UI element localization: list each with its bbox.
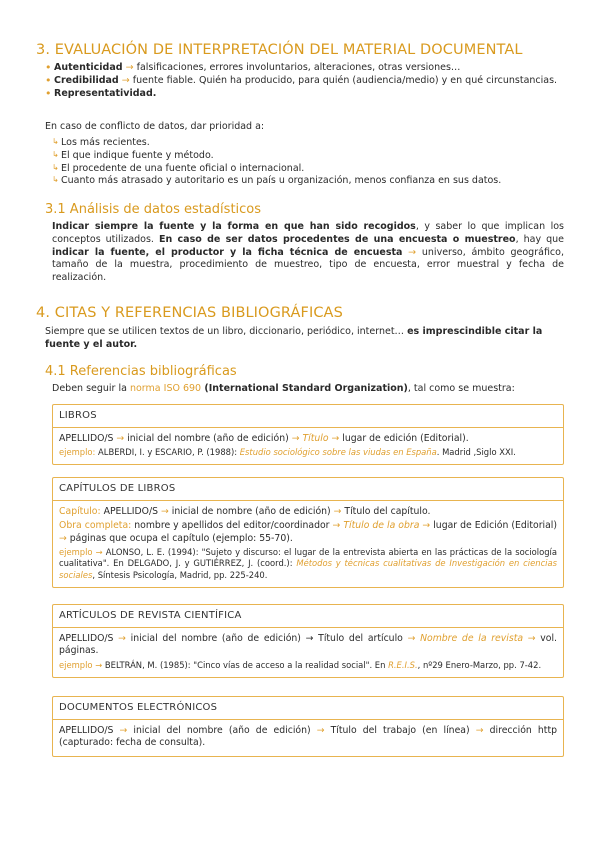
chapters-reference-box: [52, 477, 564, 588]
subsection-4-1-title: 4.1 Referencias bibliográficas: [45, 364, 237, 379]
reference-format: APELLIDO/S → inicial del nombre (año de edición) → Título del artículo → Nombre de la revista → vol. páginas.: [59, 632, 557, 657]
statistical-analysis-paragraph: Indicar siempre la fuente y la forma en que han sido recogidos, y saber lo que implican los conceptos utilizados. En caso de ser datos procedentes de una encuesta o muestreo, hay que indicar la fuente, el productor y la ficha técnica de encuesta → universo, ámbito geográfico, tamaño de la muestra, procedimiento de muestreo, tipo de encuesta, error muestral y fecha de realización.: [52, 221, 565, 284]
reference-example: ejemplo: ALBERDI, I. y ESCARIO, P. (1988): Estudio sociológico sobre las viudas en España. Madrid ,Siglo XXI.: [59, 447, 516, 458]
conflict-intro: En caso de conflicto de datos, dar prioridad a:: [45, 121, 265, 132]
criterion-authenticity: • Autenticidad → falsificaciones, errores involuntarios, alteraciones, otras versiones…: [45, 62, 565, 75]
criterion-credibility: • Credibilidad → fuente fiable. Quién ha producido, para quién (audiencia/medio) y en qué circunstancias.: [45, 75, 565, 88]
section-4-title: 4. CITAS Y REFERENCIAS BIBLIOGRÁFICAS: [36, 305, 343, 321]
subsection-3-1-title: 3.1 Análisis de datos estadísticos: [45, 202, 262, 217]
list-item: ↳ Los más recientes.: [52, 137, 568, 150]
list-item: ↳ Cuanto más atrasado y autoritario es un país u organización, menos confianza en sus datos.: [52, 175, 568, 188]
list-item: ↳ El que indique fuente y método.: [52, 150, 568, 163]
citation-intro-paragraph: Siempre que se utilicen textos de un libro, diccionario, periódico, internet… es imprescindible citar la fuente y el autor.: [45, 326, 543, 350]
books-reference-box: [52, 404, 564, 465]
chapter-format: Capítulo: APELLIDO/S → inicial de nombre (año de edición) → Título del capítulo.: [59, 505, 431, 517]
reference-format: APELLIDO/S → inicial del nombre (año de edición) → Título → lugar de edición (Editorial).: [59, 432, 469, 444]
box-header: ARTÍCULOS DE REVISTA CIENTÍFICA: [53, 605, 563, 628]
electronic-documents-box: [52, 696, 564, 757]
articles-reference-box: [52, 604, 564, 678]
box-header: CAPÍTULOS DE LIBROS: [53, 478, 563, 501]
reference-example: ejemplo → BELTRÁN, M. (1985): "Cinco vías de acceso a la realidad social". En R.E.I.S., nº29 Enero-Marzo, pp. 7-42.: [59, 659, 542, 670]
reference-format: APELLIDO/S → inicial del nombre (año de edición) → Título del trabajo (en línea) → dirección http (capturado: fecha de consulta).: [59, 724, 557, 749]
list-item: ↳ El procedente de una fuente oficial o internacional.: [52, 163, 568, 176]
section-3-title: 3. EVALUACIÓN DE INTERPRETACIÓN DEL MATERIAL DOCUMENTAL: [36, 42, 523, 58]
box-header: LIBROS: [53, 405, 563, 428]
criterion-representativeness: • Representatividad.: [45, 88, 565, 101]
reference-example: ejemplo → ALONSO, L. E. (1994): "Sujeto y discurso: el lugar de la entrevista abierta en las prácticas de la sociología cualitativa". En DELGADO, J. y GUTIÉRREZ, J. (coord.): Métodos y técnicas cualitativas de Investigación en ciencias sociales, Síntesis Psicología, Madrid, pp. 225-240.: [59, 547, 557, 580]
iso-norm-paragraph: Deben seguir la norma ISO 690 (International Standard Organization), tal como se muestra:: [52, 383, 515, 394]
full-work-format: Obra completa: nombre y apellidos del editor/coordinador → Título de la obra → lugar de Edición (Editorial) → páginas que ocupa el capítulo (ejemplo: 55-70).: [59, 520, 558, 544]
evaluation-criteria-list: [45, 62, 565, 100]
box-header: DOCUMENTOS ELECTRÓNICOS: [53, 697, 563, 720]
conflict-priority-list: [48, 137, 568, 188]
iso-norm-link: norma ISO 690: [129, 383, 202, 394]
